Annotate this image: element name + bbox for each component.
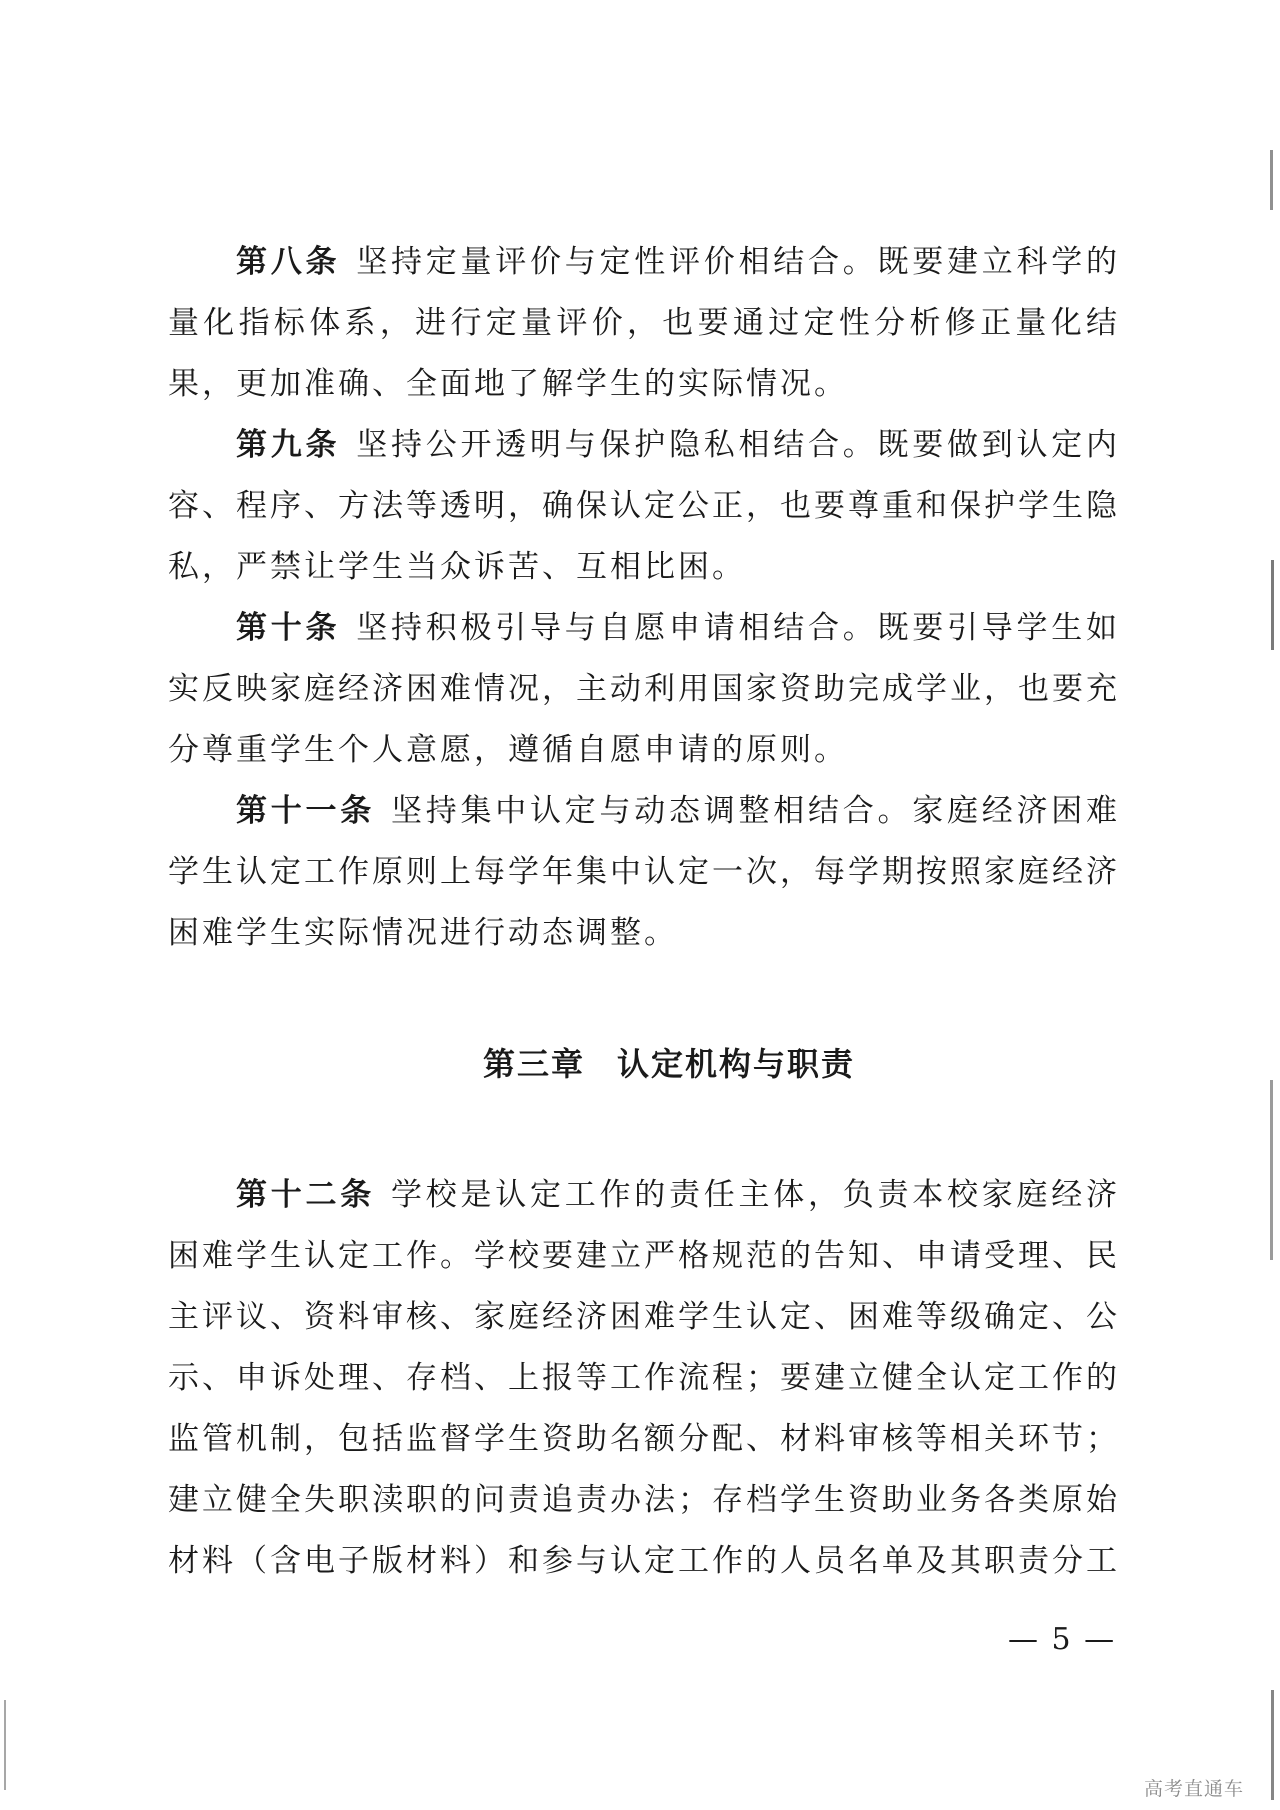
scan-edge-mark xyxy=(1271,1690,1274,1800)
scan-edge-mark xyxy=(1271,560,1274,650)
article-paragraph xyxy=(168,415,1120,598)
page-number: — 5 — xyxy=(1008,1622,1117,1657)
article-text: 坚持定量评价与定性评价相结合。既要建立科学的量化指标体系，进行定量评价，也要通过定性分析修正量化结果，更加准确、全面地了解学生的实际情况。 xyxy=(168,244,1120,402)
article-text: 学校是认定工作的责任主体，负责本校家庭经济困难学生认定工作。学校要建立严格规范的告知、申请受理、民主评议、资料审核、家庭经济困难学生认定、困难等级确定、公示、申诉处理、存档、上报等工作流程；要建立健全认定工作的监管机制，包括监督学生资助名额分配、材料审核等相关环节；建立健全失职渎职的问责追责办法；存档学生资助业务各类原始材料（含电子版材料）和参与认定工作的人员名单及其职责分工 xyxy=(168,1177,1120,1579)
watermark-text: 高考直通车 xyxy=(1144,1778,1245,1800)
document-body xyxy=(168,232,1120,1592)
article-text: 坚持集中认定与动态调整相结合。家庭经济困难学生认定工作原则上每学年集中认定一次，每学期按照家庭经济困难学生实际情况进行动态调整。 xyxy=(168,793,1120,951)
article-number: 第十条 xyxy=(236,610,341,646)
article-number: 第十一条 xyxy=(236,793,375,829)
article-paragraph xyxy=(168,232,1120,415)
scan-edge-mark xyxy=(1270,1080,1273,1260)
article-text: 坚持积极引导与自愿申请相结合。既要引导学生如实反映家庭经济困难情况，主动利用国家资助完成学业，也要充分尊重学生个人意愿，遵循自愿申请的原则。 xyxy=(168,610,1120,768)
chapter-heading xyxy=(168,1034,1120,1094)
scan-edge-mark xyxy=(1270,150,1273,210)
article-number: 第八条 xyxy=(236,244,341,280)
article-paragraph xyxy=(168,1165,1120,1592)
article-paragraph xyxy=(168,598,1120,781)
chapter-number: 第三章 xyxy=(482,1045,585,1083)
article-text: 坚持公开透明与保护隐私相结合。既要做到认定内容、程序、方法等透明，确保认定公正，也要尊重和保护学生隐私，严禁让学生当众诉苦、互相比困。 xyxy=(168,427,1120,585)
scan-edge-mark xyxy=(4,1700,6,1790)
article-paragraph xyxy=(168,781,1120,964)
article-number: 第十二条 xyxy=(236,1177,375,1213)
article-number: 第九条 xyxy=(236,427,341,463)
chapter-title: 认定机构与职责 xyxy=(617,1045,856,1083)
